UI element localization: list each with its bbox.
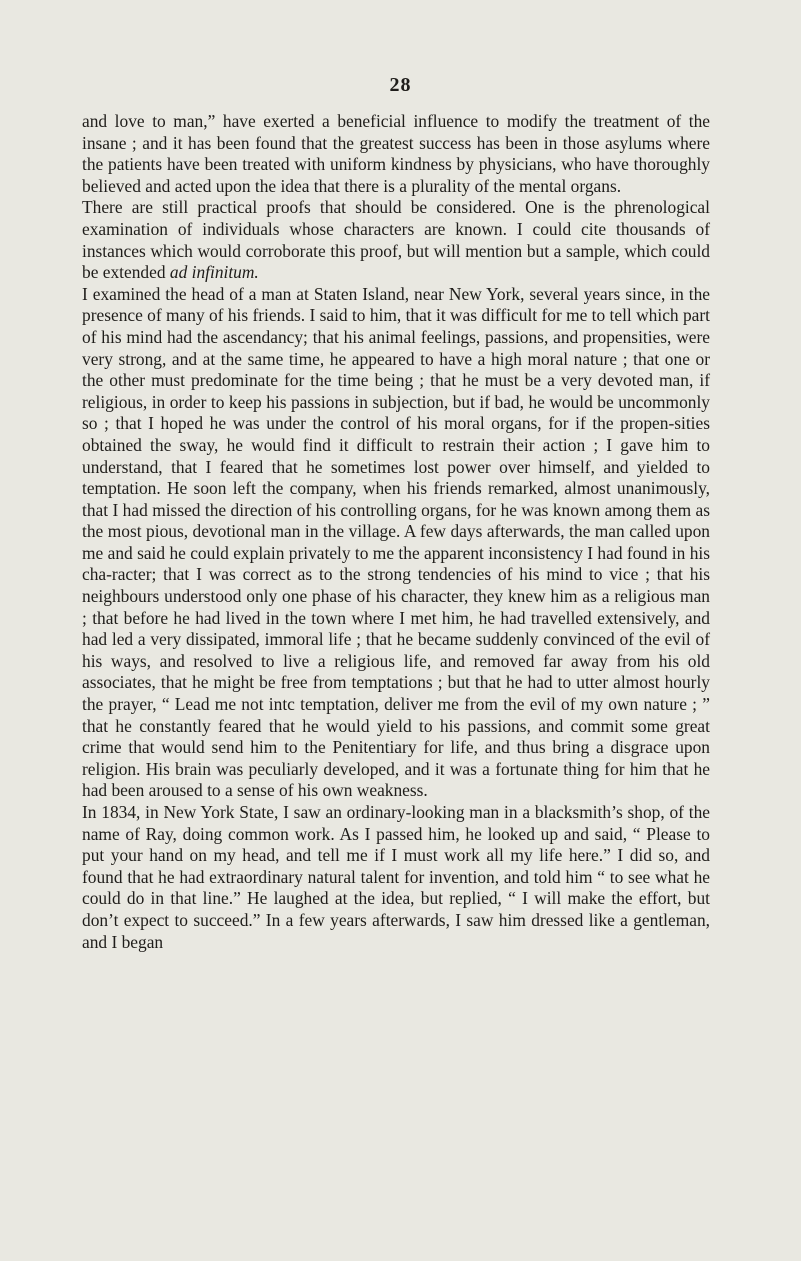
paragraph-4: In 1834, in New York State, I saw an ordinary-looking man in a blacksmith’s shop, of the name of Ray, doing common work. As I passed him, he looked up and said, “ Please to put your hand on my head, and tell me if I must work all my life here.” I did so, and found that he had extraordinary natural talent for invention, and told him “ to see what he could do in that line.” He laughed at the idea, but replied, “ I will make the effort, but don’t expect to succeed.” In a few years afterwards, I saw him dressed like a gentleman, and I began <box>82 802 710 952</box>
body-text <box>82 111 710 953</box>
page-number: 28 <box>389 74 412 96</box>
paragraph-2-text: There are still practical proofs that should be considered. One is the phrenological examination of individuals whose characters are known. I could cite thousands of instances which would corroborate this proof, but will mention but a sample, which could be extended <box>82 197 710 283</box>
paragraph-2-italic-phrase: ad infinitum. <box>169 262 259 283</box>
paragraph-1: and love to man,” have exerted a beneficial influence to modify the treatment of the insane ; and it has been found that the greatest success has been in those asylums where the patients have been treated with uniform kindness by physicians, who have thoroughly believed and acted upon the idea that there is a plurality of the mental organs. <box>82 111 710 196</box>
paragraph-2 <box>82 197 710 283</box>
paragraph-3: I examined the head of a man at Staten Island, near New York, several years since, in the presence of many of his friends. I said to him, that it was difficult for me to tell which part of his mind had the ascendancy; that his animal feelings, passions, and propensities, were very strong, and at the same time, he appeared to have a high moral nature ; that one or the other must predominate for the time being ; that he must be a very devoted man, if religious, in order to keep his passions in subjection, but if bad, he would be uncommonly so ; that I hoped he was under the control of his moral organs, for if the propen-sities obtained the sway, he would find it difficult to restrain their action ; I gave him to understand, that I feared that he sometimes lost power over himself, and yielded to temptation. He soon left the company, when his friends remarked, almost unanimously, that I had missed the direction of his controlling organs, for he was known among them as the most pious, devotional man in the village. A few days afterwards, the man called upon me and said he could explain privately to me the apparent inconsistency I had found in his cha-racter; that I was correct as to the strong tendencies of his mind to vice ; that his neighbours understood only one phase of his character, they knew him as a religious man ; that before he had lived in the town where I met him, he had travelled extensively, and had led a very dissipated, immoral life ; that he became suddenly convinced of the evil of his ways, and resolved to live a religious life, and removed far away from his old associates, that he might be free from temptations ; but that he had to utter almost hourly the prayer, “ Lead me not intc temptation, deliver me from the evil of my own nature ; ” that he constantly feared that he would yield to his passions, and commit some great crime that would send him to the Penitentiary for life, and thus bring a disgrace upon religion. His brain was peculiarly developed, and it was a fortunate thing for him that he had been aroused to a sense of his own weakness. <box>82 283 710 801</box>
